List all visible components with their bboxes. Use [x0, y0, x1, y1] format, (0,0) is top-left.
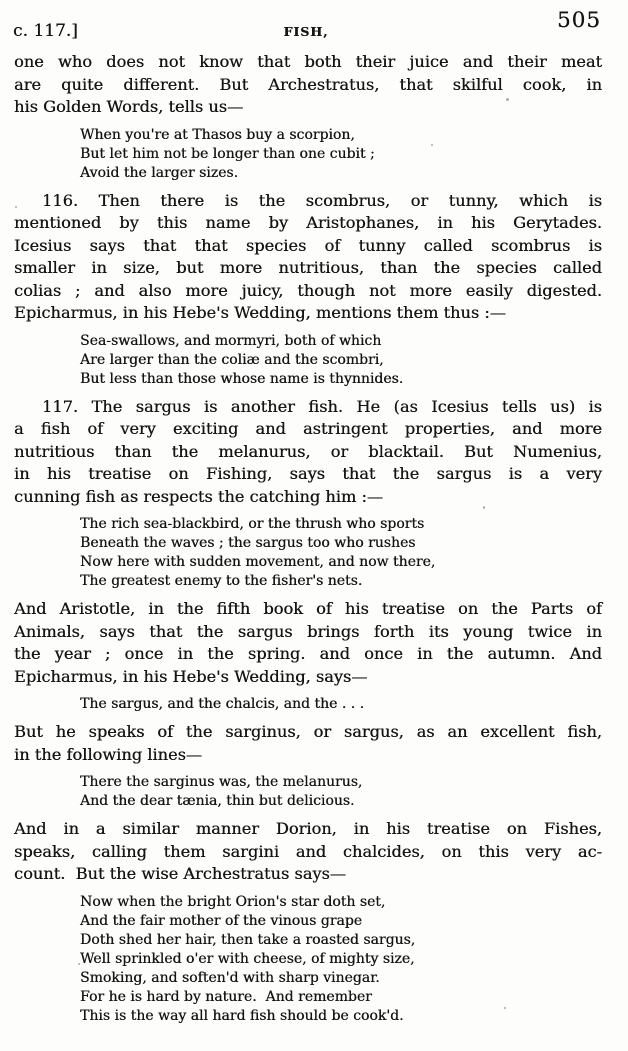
- text-line: nutritious than the melanurus, or blacktail. But Numenius,: [14, 441, 602, 461]
- verse-line: Are larger than the coliæ and the scombri,: [80, 351, 384, 368]
- text-line: are quite different. But Archestratus, that skilful cook, in: [14, 74, 602, 94]
- page-number: 505: [556, 8, 601, 33]
- text-line: And Aristotle, in the fifth book of his treatise on the Parts of: [14, 599, 602, 618]
- paragraph: [14, 190, 602, 325]
- text-line: But he speaks of the sarginus, or sargus, as an excellent fish,: [14, 722, 602, 741]
- scan-speck: [78, 963, 80, 965]
- text-line: Icesius says that that species of tunny called scombrus is: [14, 235, 602, 255]
- scan-speck: [15, 206, 17, 208]
- text-line: Epicharmus, in his Hebe's Wedding, says—: [14, 666, 368, 686]
- verse-line: For he is hard by nature. And remember: [80, 988, 372, 1005]
- text-line: Epicharmus, in his Hebe's Wedding, mentions them thus :—: [14, 303, 506, 322]
- scan-speck: [483, 506, 485, 509]
- verse-line: But less than those whose name is thynnides.: [80, 370, 404, 387]
- verse-line: There the sarginus was, the melanurus,: [80, 774, 363, 790]
- text-line: speaks, calling them sargini and chalcides, on this very ac-: [14, 841, 602, 861]
- text-line: 116. Then there is the scombrus, or tunny, which is: [42, 190, 602, 210]
- paragraph: [14, 818, 602, 886]
- verse-block: [80, 126, 602, 183]
- verse-block: [80, 332, 602, 389]
- text-line: in his treatise on Fishing, says that the sargus is a very: [14, 464, 602, 483]
- verse-line: Now here with sudden movement, and now there,: [80, 554, 436, 570]
- verse-line: Well sprinkled o'er with cheese, of mighty size,: [80, 950, 415, 967]
- verse-line: And the fair mother of the vinous grape: [80, 912, 363, 929]
- verse-line: When you're at Thasos buy a scorpion,: [80, 126, 355, 143]
- page-body: [14, 51, 602, 1033]
- verse-block: [80, 515, 602, 591]
- verse-line: Sea-swallows, and mormyri, both of which: [80, 332, 382, 349]
- paragraph: [14, 396, 602, 509]
- text-line: Animals, says that the sargus brings forth its young twice in: [14, 621, 602, 641]
- text-line: smaller in size, but more nutritious, than the species called: [14, 258, 602, 277]
- verse-block: [80, 695, 602, 714]
- verse-line: The sargus, and the chalcis, and the . . .: [80, 696, 365, 712]
- text-line: mentioned by this name by Aristophanes, in his Gerytades.: [14, 213, 602, 232]
- text-line: the year ; once in the spring. and once in the autumn. And: [14, 644, 602, 663]
- text-line: colias ; and also more juicy, though not more easily digested.: [14, 280, 602, 300]
- paragraph: [14, 721, 602, 766]
- verse-line: This is the way all hard fish should be cook'd.: [80, 1007, 404, 1024]
- text-line: a fish of very exciting and astringent properties, and more: [14, 419, 602, 438]
- paragraph: [14, 598, 602, 688]
- running-title: FISH,: [283, 24, 329, 39]
- verse-line: But let him not be longer than one cubit ;: [80, 145, 375, 162]
- scan-speck: [431, 144, 433, 146]
- verse-block: [80, 893, 602, 1026]
- verse-line: Doth shed her hair, then take a roasted sargus,: [80, 931, 416, 948]
- scan-speck: [504, 1007, 506, 1009]
- text-line: his Golden Words, tells us—: [14, 97, 244, 116]
- verse-line: And the dear tænia, thin but delicious.: [80, 793, 355, 809]
- text-line: one who does not know that both their juice and their meat: [14, 52, 602, 71]
- text-line: cunning fish as respects the catching him :—: [14, 486, 384, 506]
- verse-block: [80, 773, 602, 811]
- text-line: count. But the wise Archestratus says—: [14, 864, 346, 883]
- paragraph: [14, 51, 602, 119]
- verse-line: The rich sea-blackbird, or the thrush who sports: [80, 516, 425, 532]
- chapter-marker: c. 117.]: [13, 21, 78, 41]
- verse-line: Smoking, and soften'd with sharp vinegar.: [80, 969, 380, 986]
- verse-line: Avoid the larger sizes.: [80, 164, 239, 181]
- verse-line: The greatest enemy to the fisher's nets.: [80, 573, 363, 589]
- text-line: 117. The sargus is another fish. He (as Icesius tells us) is: [42, 396, 602, 416]
- scan-speck: [506, 98, 509, 101]
- text-line: And in a similar manner Dorion, in his treatise on Fishes,: [14, 819, 602, 838]
- verse-line: Beneath the waves ; the sargus too who rushes: [80, 535, 416, 551]
- text-line: in the following lines—: [14, 744, 203, 764]
- verse-line: Now when the bright Orion's star doth set,: [80, 893, 386, 910]
